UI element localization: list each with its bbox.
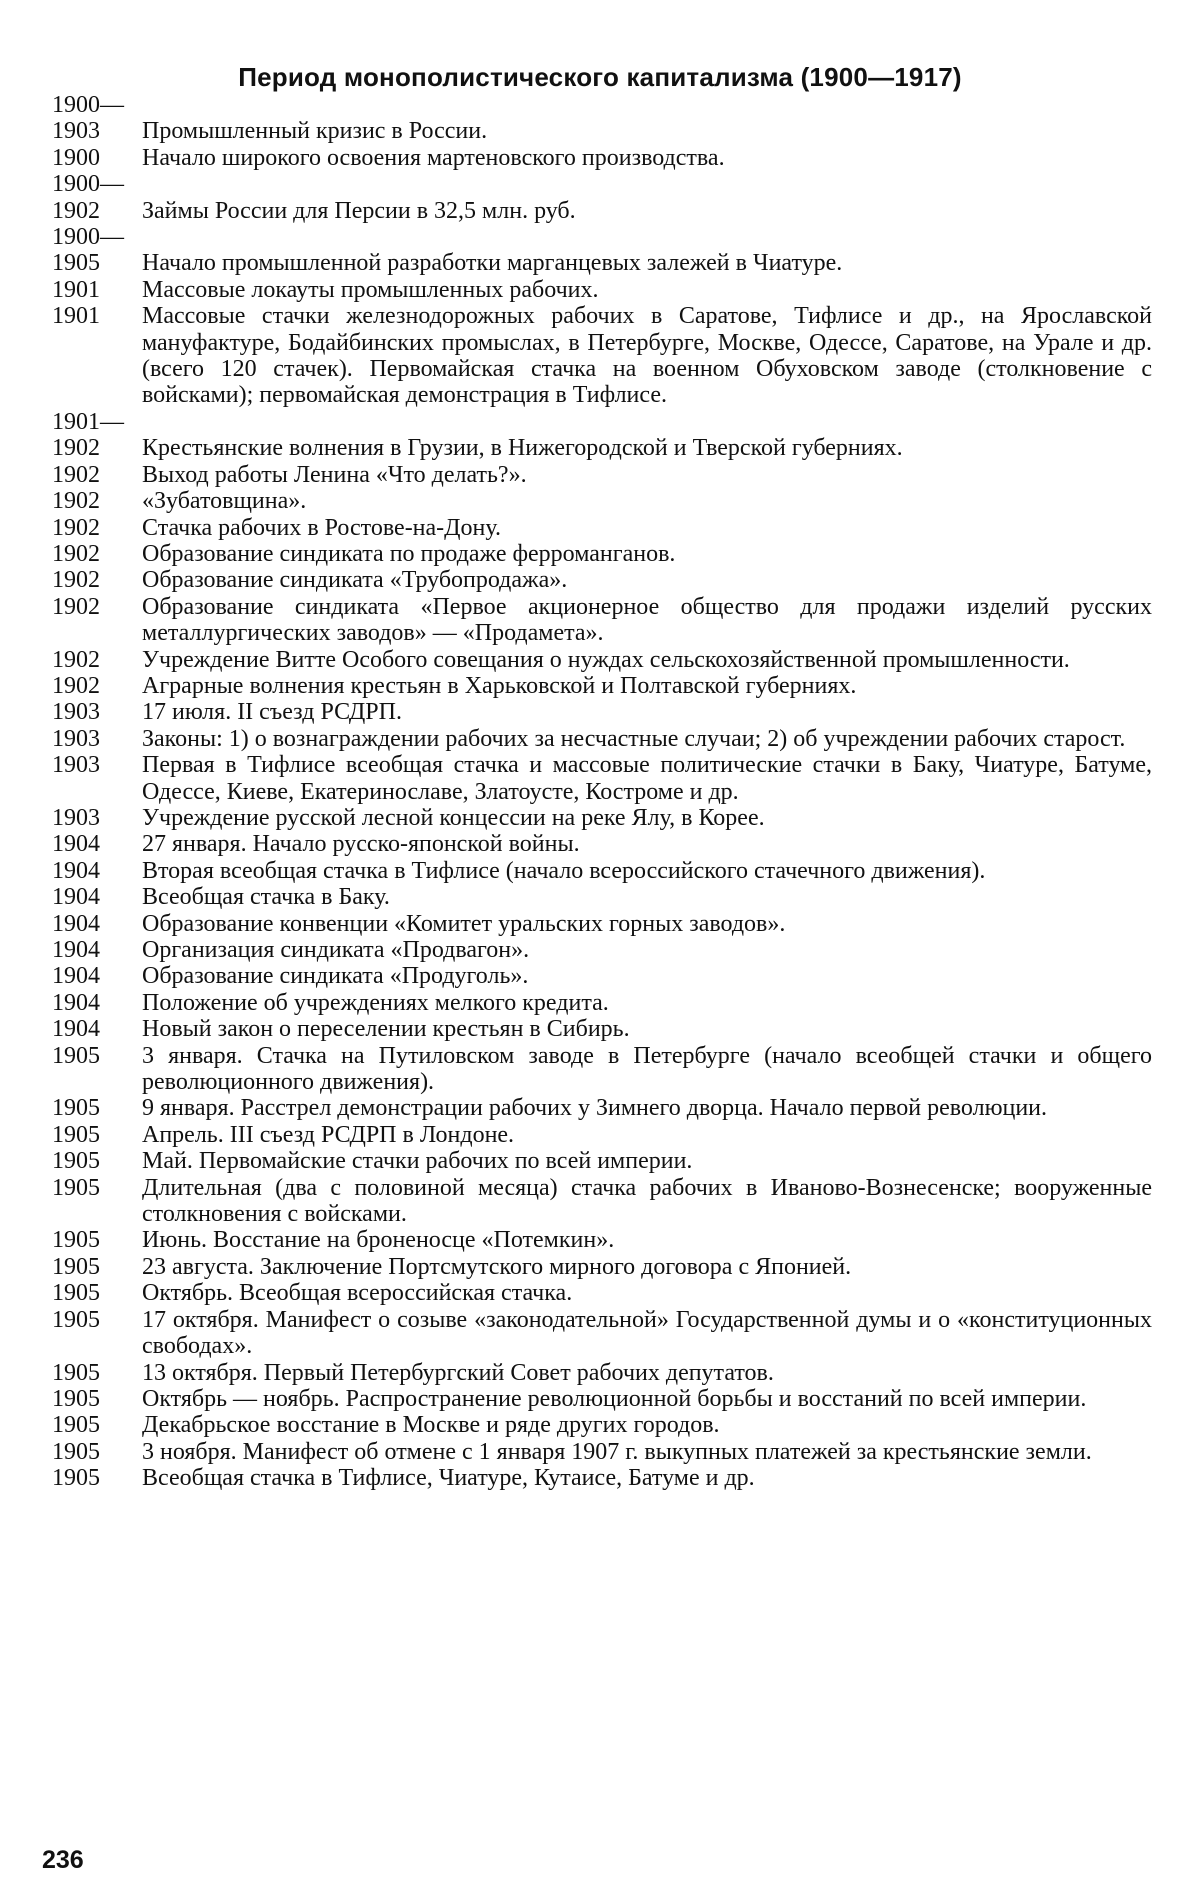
- entry-year: [52, 541, 142, 567]
- year-label: 1900—: [52, 171, 124, 198]
- chronology-entry: [52, 171, 1152, 224]
- entry-text: Всеобщая стачка в Баку.: [142, 884, 390, 911]
- year-label: 1904: [52, 937, 100, 963]
- chronology-entry: [52, 911, 1152, 937]
- entry-text: Законы: 1) о вознаграждении рабочих за несчастные случаи; 2) об учреждении рабочих старост.: [142, 725, 1126, 752]
- entry-year: [52, 171, 142, 224]
- entry-text: Образование конвенции «Комитет уральских горных заводов».: [142, 910, 786, 937]
- chronology-entry: [52, 277, 1152, 303]
- entry-year: [52, 647, 142, 673]
- entry-year: [52, 911, 142, 937]
- chronology-entry: [52, 1465, 1152, 1491]
- entry-year: [52, 884, 142, 910]
- chronology-entry: [52, 1122, 1152, 1148]
- entry-year: [52, 1227, 142, 1253]
- entry-text: 23 августа. Заключение Портсмутского мирного договора с Японией.: [142, 1253, 852, 1280]
- year-label: 1905: [52, 1280, 100, 1307]
- entry-text: Начало промышленной разработки марганцевых залежей в Чиатуре.: [142, 250, 843, 277]
- chronology-entry: [52, 963, 1152, 989]
- chronology-entry: [52, 92, 1152, 145]
- year-label: 1900: [52, 144, 100, 171]
- entry-text: Организация синдиката «Продвагон».: [142, 937, 530, 963]
- year-label: 1901: [52, 303, 100, 330]
- chronology-entry: [52, 752, 1152, 805]
- chronology-entry: [52, 647, 1152, 673]
- chronology-entry: [52, 858, 1152, 884]
- year-label: 1903: [52, 118, 100, 145]
- chronology-entry: [52, 1280, 1152, 1306]
- year-label: 1905: [52, 1438, 100, 1465]
- entry-year: [52, 1360, 142, 1386]
- chronology-entry: [52, 1148, 1152, 1174]
- year-label: 1903: [52, 725, 100, 752]
- entry-text: Аграрные волнения крестьян в Харьковской и Полтавской губерниях.: [142, 672, 857, 699]
- year-label: 1905: [52, 1042, 100, 1069]
- chronology-entry: [52, 1412, 1152, 1438]
- entry-year: [52, 699, 142, 725]
- entry-text: Крестьянские волнения в Грузии, в Нижегородской и Тверской губерниях.: [142, 435, 903, 462]
- entry-year: [52, 488, 142, 514]
- year-label: 1902: [52, 646, 100, 673]
- year-label: 1902: [52, 672, 100, 699]
- chronology-entry: [52, 805, 1152, 831]
- year-label: 1905: [52, 1412, 100, 1439]
- chronology-entry: [52, 567, 1152, 593]
- entry-text: Образование синдиката по продаже ферроманганов.: [142, 540, 676, 567]
- year-label: 1904: [52, 910, 100, 937]
- chronology-entry: [52, 409, 1152, 462]
- entry-text: Начало широкого освоения мартеновского производства.: [142, 144, 725, 171]
- year-label: 1904: [52, 989, 100, 1016]
- chronology-entry: [52, 1016, 1152, 1042]
- entry-year: [52, 858, 142, 884]
- entry-text: 27 января. Начало русско-японской войны.: [142, 831, 580, 858]
- entry-year: [52, 831, 142, 857]
- entry-text: «Зубатовщина».: [142, 488, 307, 515]
- entry-year: [52, 1016, 142, 1042]
- entry-text: 3 января. Стачка на Путиловском заводе в Петербурге (начало всеобщей стачки и общего революционного движения).: [142, 1042, 1152, 1096]
- year-label: 1902: [52, 540, 100, 567]
- entry-text: Положение об учреждениях мелкого кредита.: [142, 989, 609, 1016]
- entry-year: [52, 1412, 142, 1438]
- entry-year: [52, 752, 142, 778]
- entry-text: 3 ноября. Манифест об отмене с 1 января 1907 г. выкупных платежей за крестьянские земли.: [142, 1438, 1092, 1465]
- chronology-entry: [52, 145, 1152, 171]
- entry-year: [52, 224, 142, 277]
- entry-text: Май. Первомайские стачки рабочих по всей империи.: [142, 1148, 693, 1175]
- chronology-list: [52, 92, 1152, 1492]
- entry-text: Первая в Тифлисе всеобщая стачка и массовые политические стачки в Баку, Чиатуре, Батуме, Одессе, Киеве, Екатеринославе, Златоусте, Костроме и др.: [142, 752, 1152, 805]
- entry-year: [52, 567, 142, 593]
- year-label: 1902: [52, 461, 100, 488]
- year-label: 1903: [52, 699, 100, 726]
- entry-year: [52, 1254, 142, 1280]
- chronology-entry: [52, 1386, 1152, 1412]
- entry-text: Вторая всеобщая стачка в Тифлисе (начало всероссийского стачечного движения).: [142, 857, 986, 884]
- chronology-entry: [52, 1043, 1152, 1096]
- year-label: 1901—: [52, 408, 124, 435]
- entry-text: Июнь. Восстание на броненосце «Потемкин».: [142, 1227, 615, 1254]
- entry-text: Образование синдиката «Трубопродажа».: [142, 567, 568, 594]
- entry-text: Займы России для Персии в 32,5 млн. руб.: [142, 197, 576, 224]
- year-label: 1904: [52, 831, 100, 858]
- entry-text: Октябрь. Всеобщая всероссийская стачка.: [142, 1280, 573, 1307]
- entry-text: 17 октября. Манифест о созыве «законодательной» Государственной думы и о «конституционных свободах».: [142, 1306, 1152, 1360]
- year-label: 1903: [52, 752, 100, 779]
- entry-year: [52, 145, 142, 171]
- entry-year: [52, 594, 142, 620]
- entry-year: [52, 963, 142, 989]
- entry-text: Выход работы Ленина «Что делать?».: [142, 461, 527, 488]
- entry-text: 9 января. Расстрел демонстрации рабочих у Зимнего дворца. Начало первой революции.: [142, 1095, 1048, 1122]
- entry-text: Учреждение русской лесной концессии на реке Ялу, в Корее.: [142, 804, 765, 831]
- chronology-entry: [52, 1254, 1152, 1280]
- year-label: 1902: [52, 435, 100, 462]
- entry-text: Декабрьское восстание в Москве и ряде других городов.: [142, 1412, 720, 1439]
- page-title: Период монополистического капитализма (1900—1917): [238, 62, 962, 92]
- entry-text: Апрель. III съезд РСДРП в Лондоне.: [142, 1121, 515, 1148]
- year-label: 1905: [52, 250, 100, 277]
- chronology-entry: [52, 1175, 1152, 1228]
- year-label: 1905: [52, 1306, 100, 1333]
- year-label: 1905: [52, 1385, 100, 1412]
- chronology-entry: [52, 673, 1152, 699]
- year-label: 1902: [52, 593, 100, 620]
- chronology-entry: [52, 990, 1152, 1016]
- chronology-entry: [52, 726, 1152, 752]
- chronology-entry: [52, 541, 1152, 567]
- entry-text: Образование синдиката «Продуголь».: [142, 963, 529, 990]
- chronology-entry: [52, 831, 1152, 857]
- chronology-entry: [52, 1307, 1152, 1360]
- year-label: 1901: [52, 276, 100, 303]
- entry-year: [52, 1148, 142, 1174]
- entry-year: [52, 1043, 142, 1069]
- chronology-entry: [52, 937, 1152, 963]
- entry-text: 17 июля. II съезд РСДРП.: [142, 699, 402, 726]
- year-label: 1900—: [52, 92, 124, 118]
- entry-year: [52, 726, 142, 752]
- chronology-entry: [52, 224, 1152, 277]
- entry-year: [52, 673, 142, 699]
- entry-year: [52, 277, 142, 303]
- entry-text: Промышленный кризис в России.: [142, 118, 488, 145]
- entry-text: Всеобщая стачка в Тифлисе, Чиатуре, Кутаисе, Батуме и др.: [142, 1465, 755, 1492]
- entry-text: Октябрь — ноябрь. Распространение революционной борьбы и восстаний по всей империи.: [142, 1385, 1087, 1412]
- chronology-entry: [52, 462, 1152, 488]
- year-label: 1900—: [52, 224, 124, 251]
- year-label: 1905: [52, 1253, 100, 1280]
- entry-year: [52, 462, 142, 488]
- year-label: 1905: [52, 1174, 100, 1201]
- entry-text: 13 октября. Первый Петербургский Совет рабочих депутатов.: [142, 1359, 774, 1386]
- year-label: 1905: [52, 1359, 100, 1386]
- year-label: 1902: [52, 514, 100, 541]
- entry-year: [52, 92, 142, 145]
- entry-year: [52, 990, 142, 1016]
- entry-year: [52, 1175, 142, 1201]
- chronology-entry: [52, 488, 1152, 514]
- entry-year: [52, 303, 142, 329]
- entry-text: Образование синдиката «Первое акционерное общество для продажи изделий русских металлургических заводов» — «Продамета».: [142, 593, 1152, 647]
- chronology-entry: [52, 1360, 1152, 1386]
- entry-text: Новый закон о переселении крестьян в Сибирь.: [142, 1016, 630, 1043]
- year-label: 1905: [52, 1121, 100, 1148]
- year-label: 1904: [52, 1016, 100, 1043]
- entry-text: Длительная (два с половиной месяца) стачка рабочих в Иваново-Вознесенске; вооруженные столкновения с войсками.: [142, 1174, 1152, 1228]
- entry-year: [52, 937, 142, 963]
- chronology-entry: [52, 303, 1152, 409]
- year-label: 1905: [52, 1148, 100, 1175]
- entry-year: [52, 1386, 142, 1412]
- year-label: 1904: [52, 857, 100, 884]
- year-label: 1905: [52, 1465, 100, 1492]
- chronology-entry: [52, 515, 1152, 541]
- chronology-entry: [52, 1095, 1152, 1121]
- entry-year: [52, 1280, 142, 1306]
- year-label: 1902: [52, 488, 100, 515]
- entry-text: Массовые стачки железнодорожных рабочих в Саратове, Тифлисе и др., на Ярославской мануфактуре, Бодайбинских промыслах, в Петербурге, Москве, Одессе, Саратове, на Урале и др. (всего 120 стачек). Первомайская стачка на военном Обуховском заводе (столкновение с войсками); первомайская демонстрация в Тифлисе.: [142, 303, 1152, 409]
- entry-year: [52, 1095, 142, 1121]
- entry-year: [52, 805, 142, 831]
- entry-year: [52, 409, 142, 462]
- entry-text: Стачка рабочих в Ростове-на-Дону.: [142, 514, 501, 541]
- year-label: 1905: [52, 1227, 100, 1254]
- entry-year: [52, 515, 142, 541]
- chronology-entry: [52, 884, 1152, 910]
- entry-text: Учреждение Витте Особого совещания о нуждах сельскохозяйственной промышленности.: [142, 646, 1070, 673]
- year-label: 1904: [52, 963, 100, 990]
- entry-year: [52, 1307, 142, 1333]
- chronology-entry: [52, 1227, 1152, 1253]
- year-label: 1902: [52, 567, 100, 594]
- year-label: 1903: [52, 804, 100, 831]
- chronology-entry: [52, 1439, 1152, 1465]
- entry-year: [52, 1122, 142, 1148]
- chronology-entry: [52, 699, 1152, 725]
- year-label: 1902: [52, 197, 100, 224]
- entry-year: [52, 1439, 142, 1465]
- chronology-entry: [52, 594, 1152, 647]
- entry-text: Массовые локауты промышленных рабочих.: [142, 276, 599, 303]
- year-label: 1905: [52, 1095, 100, 1122]
- entry-year: [52, 1465, 142, 1491]
- page-number: 236: [42, 1846, 84, 1874]
- year-label: 1904: [52, 884, 100, 911]
